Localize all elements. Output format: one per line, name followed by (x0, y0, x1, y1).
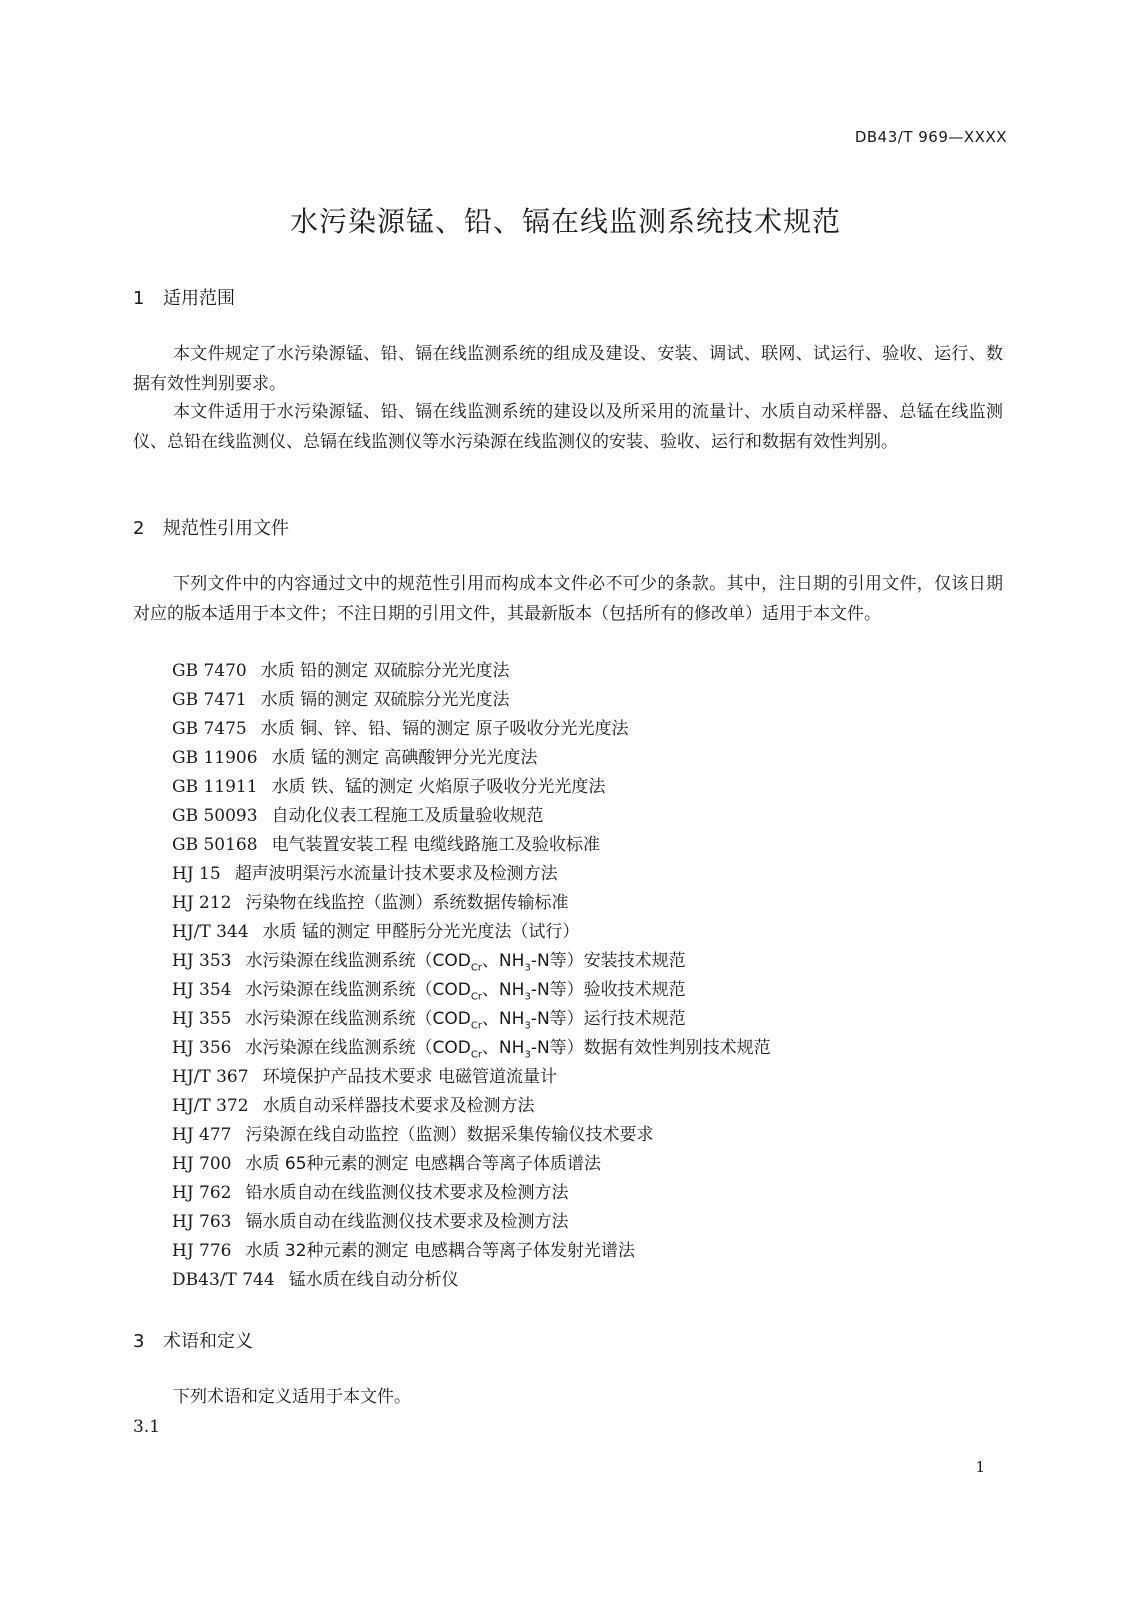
reference-title: 铅水质自动在线监测仪技术要求及检测方法 (245, 1183, 569, 1203)
reference-title: 镉水质自动在线监测仪技术要求及检测方法 (245, 1212, 569, 1232)
reference-code: HJ/T 367 (172, 1067, 249, 1087)
reference-code: HJ/T 344 (172, 922, 249, 942)
section-number: 1 (133, 288, 145, 309)
reference-title: 锰水质在线自动分析仪 (288, 1270, 459, 1290)
reference-title: 水质 32种元素的测定 电感耦合等离子体发射光谱法 (245, 1241, 635, 1261)
reference-item (172, 1121, 771, 1150)
reference-item (172, 657, 771, 686)
reference-item (172, 1092, 771, 1121)
reference-code: HJ 15 (172, 864, 221, 884)
reference-title: 水质 65种元素的测定 电感耦合等离子体质谱法 (245, 1154, 601, 1174)
reference-item (172, 1266, 771, 1295)
reference-item (172, 831, 771, 860)
reference-title: 污染物在线监控（监测）系统数据传输标准 (245, 893, 569, 913)
section-number: 3 (133, 1331, 145, 1352)
reference-title: 水质 镉的测定 双硫腙分光光度法 (260, 690, 510, 710)
reference-list (172, 657, 771, 1295)
scope-paragraph: 本文件规定了水污染源锰、铅、镉在线监测系统的组成及建设、安装、调试、联网、试运行、验收、运行、数据有效性判别要求。 (133, 344, 1003, 394)
section-heading-normative-references (133, 514, 289, 540)
reference-item (172, 1005, 771, 1034)
reference-item (172, 1208, 771, 1237)
reference-code: GB 50168 (172, 835, 258, 855)
reference-code: HJ 356 (172, 1038, 232, 1058)
reference-item (172, 1237, 771, 1266)
reference-item (172, 918, 771, 947)
reference-item (172, 773, 771, 802)
page-number: 1 (975, 1458, 985, 1476)
section-title: 适用范围 (163, 288, 235, 309)
document-title: 水污染源锰、铅、镉在线监测系统技术规范 (289, 205, 841, 238)
reference-title: 电气装置安装工程 电缆线路施工及验收标准 (271, 835, 600, 855)
reference-item (172, 1034, 771, 1063)
reference-code: HJ 355 (172, 1009, 232, 1029)
reference-item (172, 947, 771, 976)
reference-title: 水污染源在线监测系统（$COD_{Cr}$、$NH_3-N$等）运行技术规范 (245, 1009, 686, 1032)
reference-code: GB 7475 (172, 719, 247, 739)
document-code: DB43/T 969—XXXX (854, 128, 1007, 146)
reference-code: HJ 763 (172, 1212, 232, 1232)
reference-title: 水污染源在线监测系统（$COD_{Cr}$、$NH_3-N$等）安装技术规范 (245, 951, 686, 974)
reference-code: HJ 700 (172, 1154, 232, 1174)
reference-title: 水质 铜、锌、铅、镉的测定 原子吸收分光光度法 (260, 719, 629, 739)
reference-title: 超声波明渠污水流量计技术要求及检测方法 (234, 864, 558, 884)
reference-code: HJ 762 (172, 1183, 232, 1203)
reference-item (172, 889, 771, 918)
reference-code: HJ 212 (172, 893, 232, 913)
references-intro-paragraph: 下列文件中的内容通过文中的规范性引用而构成本文件必不可少的条款。其中，注日期的引用文件，仅该日期对应的版本适用于本文件；不注日期的引用文件，其最新版本（包括所有的修改单）适用于本文件。 (133, 574, 1003, 624)
reference-title: 水质 铅的测定 双硫腙分光光度法 (260, 661, 510, 681)
reference-title: 污染源在线自动监控（监测）数据采集传输仪技术要求 (245, 1125, 654, 1145)
reference-title: 自动化仪表工程施工及质量验收规范 (271, 806, 544, 826)
reference-item (172, 1063, 771, 1092)
clause-number: 3.1 (133, 1417, 161, 1437)
reference-code: GB 7470 (172, 661, 247, 681)
reference-code: HJ 354 (172, 980, 232, 1000)
section-title: 术语和定义 (163, 1331, 253, 1352)
reference-item (172, 976, 771, 1005)
reference-item (172, 1179, 771, 1208)
reference-item (172, 744, 771, 773)
reference-code: HJ 353 (172, 951, 232, 971)
reference-code: HJ/T 372 (172, 1096, 249, 1116)
reference-code: DB43/T 744 (172, 1270, 275, 1290)
reference-item (172, 686, 771, 715)
reference-item (172, 860, 771, 889)
reference-code: GB 11911 (172, 777, 258, 797)
reference-title: 水污染源在线监测系统（$COD_{Cr}$、$NH_3-N$等）验收技术规范 (245, 980, 686, 1003)
section-title: 规范性引用文件 (163, 518, 289, 539)
reference-title: 环境保护产品技术要求 电磁管道流量计 (262, 1067, 557, 1087)
section-number: 2 (133, 518, 145, 539)
reference-code: GB 11906 (172, 748, 258, 768)
reference-title: 水污染源在线监测系统（$COD_{Cr}$、$NH_3-N$等）数据有效性判别技术规范 (245, 1038, 771, 1061)
reference-code: GB 7471 (172, 690, 247, 710)
reference-code: HJ 477 (172, 1125, 232, 1145)
reference-item (172, 1150, 771, 1179)
reference-item (172, 802, 771, 831)
terms-intro-paragraph: 下列术语和定义适用于本文件。 (173, 1387, 411, 1407)
reference-code: HJ 776 (172, 1241, 232, 1261)
scope-paragraph: 本文件适用于水污染源锰、铅、镉在线监测系统的建设以及所采用的流量计、水质自动采样器、总锰在线监测仪、总铅在线监测仪、总镉在线监测仪等水污染源在线监测仪的安装、验收、运行和数据有效性判别。 (133, 402, 1003, 452)
reference-title: 水质自动采样器技术要求及检测方法 (262, 1096, 535, 1116)
reference-title: 水质 锰的测定 高碘酸钾分光光度法 (271, 748, 538, 768)
reference-item (172, 715, 771, 744)
reference-title: 水质 铁、锰的测定 火焰原子吸收分光光度法 (271, 777, 606, 797)
reference-code: GB 50093 (172, 806, 258, 826)
reference-title: 水质 锰的测定 甲醛肟分光光度法（试行） (262, 922, 580, 942)
section-heading-terms-definitions (133, 1327, 253, 1353)
section-heading-scope (133, 284, 235, 310)
